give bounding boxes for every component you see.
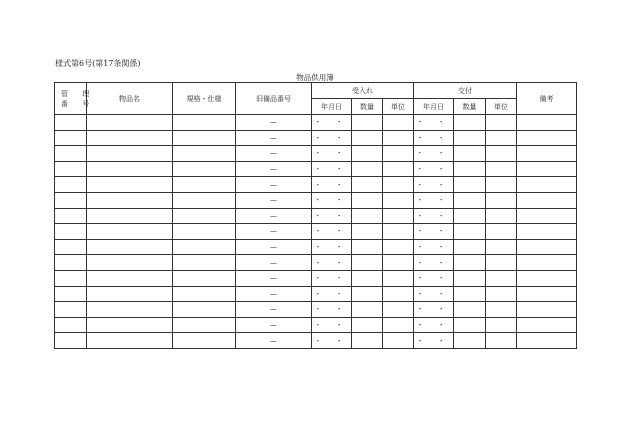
old-number-cell[interactable]: —	[236, 255, 312, 271]
kanri-number-cell[interactable]	[55, 286, 87, 302]
old-number-cell[interactable]: —	[236, 146, 312, 162]
supply-ledger-table	[54, 82, 577, 349]
received-quantity-cell[interactable]	[352, 270, 383, 286]
delivered-unit-cell[interactable]	[486, 224, 517, 240]
spec-cell[interactable]	[173, 208, 236, 224]
delivered-quantity-cell[interactable]	[454, 286, 486, 302]
header-old-number: 旧備品番号	[236, 83, 312, 115]
spec-cell[interactable]	[173, 239, 236, 255]
received-quantity-cell[interactable]	[352, 146, 383, 162]
table-row	[55, 239, 577, 255]
delivered-quantity-cell[interactable]	[454, 239, 486, 255]
received-unit-cell[interactable]	[383, 270, 414, 286]
spec-cell[interactable]	[173, 115, 236, 131]
received-date-cell[interactable]: ・ ・	[312, 302, 352, 318]
received-quantity-cell[interactable]	[352, 224, 383, 240]
header-delivered-date: 年月日	[414, 99, 454, 115]
remarks-cell[interactable]	[517, 317, 577, 333]
received-date-cell[interactable]: ・ ・	[312, 286, 352, 302]
table-row	[55, 192, 577, 208]
delivered-date-cell[interactable]: ・ ・	[414, 177, 454, 193]
table-row	[55, 286, 577, 302]
kanri-number-cell[interactable]	[55, 270, 87, 286]
received-quantity-cell[interactable]	[352, 286, 383, 302]
item-name-cell[interactable]	[87, 115, 173, 131]
kanri-number-cell[interactable]	[55, 192, 87, 208]
received-date-cell[interactable]: ・ ・	[312, 146, 352, 162]
header-kanri-number: 管 理 番 号	[55, 83, 87, 115]
received-quantity-cell[interactable]	[352, 239, 383, 255]
delivered-unit-cell[interactable]	[486, 130, 517, 146]
remarks-cell[interactable]	[517, 333, 577, 349]
received-unit-cell[interactable]	[383, 192, 414, 208]
received-quantity-cell[interactable]	[352, 317, 383, 333]
header-delivered: 交付	[414, 83, 517, 99]
remarks-cell[interactable]	[517, 177, 577, 193]
received-unit-cell[interactable]	[383, 161, 414, 177]
old-number-cell[interactable]: —	[236, 115, 312, 131]
old-number-cell[interactable]: —	[236, 161, 312, 177]
received-date-cell[interactable]: ・ ・	[312, 208, 352, 224]
received-unit-cell[interactable]	[383, 115, 414, 131]
ledger-title: 物品供用簿	[296, 73, 334, 82]
delivered-unit-cell[interactable]	[486, 270, 517, 286]
received-quantity-cell[interactable]	[352, 333, 383, 349]
spec-cell[interactable]	[173, 192, 236, 208]
received-unit-cell[interactable]	[383, 302, 414, 318]
received-quantity-cell[interactable]	[352, 115, 383, 131]
received-date-cell[interactable]: ・ ・	[312, 115, 352, 131]
header-spec: 規格・仕様	[173, 83, 236, 115]
received-quantity-cell[interactable]	[352, 302, 383, 318]
delivered-quantity-cell[interactable]	[454, 130, 486, 146]
delivered-date-cell[interactable]: ・ ・	[414, 192, 454, 208]
remarks-cell[interactable]	[517, 192, 577, 208]
delivered-date-cell[interactable]: ・ ・	[414, 239, 454, 255]
delivered-date-cell[interactable]: ・ ・	[414, 333, 454, 349]
received-quantity-cell[interactable]	[352, 255, 383, 271]
spec-cell[interactable]	[173, 286, 236, 302]
received-unit-cell[interactable]	[383, 317, 414, 333]
remarks-cell[interactable]	[517, 270, 577, 286]
delivered-date-cell[interactable]: ・ ・	[414, 255, 454, 271]
item-name-cell[interactable]	[87, 317, 173, 333]
old-number-cell[interactable]: —	[236, 333, 312, 349]
received-date-cell[interactable]: ・ ・	[312, 270, 352, 286]
table-row	[55, 224, 577, 240]
received-quantity-cell[interactable]	[352, 161, 383, 177]
delivered-quantity-cell[interactable]	[454, 270, 486, 286]
delivered-unit-cell[interactable]	[486, 192, 517, 208]
remarks-cell[interactable]	[517, 115, 577, 131]
delivered-quantity-cell[interactable]	[454, 115, 486, 131]
delivered-quantity-cell[interactable]	[454, 146, 486, 162]
delivered-date-cell[interactable]: ・ ・	[414, 115, 454, 131]
header-remarks: 備考	[517, 83, 577, 115]
delivered-date-cell[interactable]: ・ ・	[414, 302, 454, 318]
received-unit-cell[interactable]	[383, 333, 414, 349]
delivered-date-cell[interactable]: ・ ・	[414, 161, 454, 177]
old-number-cell[interactable]: —	[236, 177, 312, 193]
delivered-quantity-cell[interactable]	[454, 255, 486, 271]
item-name-cell[interactable]	[87, 192, 173, 208]
table-row	[55, 161, 577, 177]
item-name-cell[interactable]	[87, 270, 173, 286]
spec-cell[interactable]	[173, 146, 236, 162]
spec-cell[interactable]	[173, 255, 236, 271]
delivered-unit-cell[interactable]	[486, 146, 517, 162]
header-received-date: 年月日	[312, 99, 352, 115]
item-name-cell[interactable]	[87, 239, 173, 255]
delivered-unit-cell[interactable]	[486, 333, 517, 349]
remarks-cell[interactable]	[517, 161, 577, 177]
delivered-unit-cell[interactable]	[486, 255, 517, 271]
form-number: 様式第6号(第17条関係)	[55, 59, 141, 68]
delivered-date-cell[interactable]: ・ ・	[414, 146, 454, 162]
received-unit-cell[interactable]	[383, 255, 414, 271]
received-unit-cell[interactable]	[383, 239, 414, 255]
old-number-cell[interactable]: —	[236, 317, 312, 333]
kanri-number-cell[interactable]	[55, 130, 87, 146]
table-row	[55, 317, 577, 333]
delivered-quantity-cell[interactable]	[454, 317, 486, 333]
spec-cell[interactable]	[173, 270, 236, 286]
item-name-cell[interactable]	[87, 255, 173, 271]
received-unit-cell[interactable]	[383, 130, 414, 146]
received-quantity-cell[interactable]	[352, 177, 383, 193]
received-quantity-cell[interactable]	[352, 208, 383, 224]
delivered-unit-cell[interactable]	[486, 177, 517, 193]
delivered-date-cell[interactable]: ・ ・	[414, 270, 454, 286]
item-name-cell[interactable]	[87, 146, 173, 162]
table-row	[55, 115, 577, 131]
kanri-number-cell[interactable]	[55, 317, 87, 333]
remarks-cell[interactable]	[517, 239, 577, 255]
spec-cell[interactable]	[173, 333, 236, 349]
kanri-number-cell[interactable]	[55, 302, 87, 318]
remarks-cell[interactable]	[517, 146, 577, 162]
received-unit-cell[interactable]	[383, 146, 414, 162]
received-unit-cell[interactable]	[383, 286, 414, 302]
table-row	[55, 333, 577, 349]
item-name-cell[interactable]	[87, 302, 173, 318]
table-row	[55, 146, 577, 162]
delivered-date-cell[interactable]: ・ ・	[414, 208, 454, 224]
received-unit-cell[interactable]	[383, 177, 414, 193]
delivered-unit-cell[interactable]	[486, 208, 517, 224]
received-date-cell[interactable]: ・ ・	[312, 130, 352, 146]
delivered-date-cell[interactable]: ・ ・	[414, 130, 454, 146]
received-unit-cell[interactable]	[383, 208, 414, 224]
remarks-cell[interactable]	[517, 286, 577, 302]
delivered-date-cell[interactable]: ・ ・	[414, 317, 454, 333]
item-name-cell[interactable]	[87, 161, 173, 177]
delivered-unit-cell[interactable]	[486, 302, 517, 318]
delivered-unit-cell[interactable]	[486, 286, 517, 302]
spec-cell[interactable]	[173, 302, 236, 318]
old-number-cell[interactable]: —	[236, 192, 312, 208]
item-name-cell[interactable]	[87, 224, 173, 240]
delivered-unit-cell[interactable]	[486, 317, 517, 333]
received-date-cell[interactable]: ・ ・	[312, 161, 352, 177]
table-row	[55, 177, 577, 193]
old-number-cell[interactable]: —	[236, 208, 312, 224]
kanri-number-cell[interactable]	[55, 239, 87, 255]
received-quantity-cell[interactable]	[352, 130, 383, 146]
item-name-cell[interactable]	[87, 286, 173, 302]
item-name-cell[interactable]	[87, 130, 173, 146]
old-number-cell[interactable]: —	[236, 270, 312, 286]
kanri-number-cell[interactable]	[55, 255, 87, 271]
spec-cell[interactable]	[173, 130, 236, 146]
remarks-cell[interactable]	[517, 208, 577, 224]
remarks-cell[interactable]	[517, 255, 577, 271]
kanri-number-cell[interactable]	[55, 161, 87, 177]
delivered-date-cell[interactable]: ・ ・	[414, 286, 454, 302]
received-date-cell[interactable]: ・ ・	[312, 333, 352, 349]
table-row	[55, 130, 577, 146]
kanri-number-cell[interactable]	[55, 333, 87, 349]
header-delivered-quantity: 数量	[454, 99, 486, 115]
received-date-cell[interactable]: ・ ・	[312, 255, 352, 271]
header-delivered-unit: 単位	[486, 99, 517, 115]
received-date-cell[interactable]: ・ ・	[312, 192, 352, 208]
delivered-quantity-cell[interactable]	[454, 302, 486, 318]
kanri-number-cell[interactable]	[55, 208, 87, 224]
kanri-number-cell[interactable]	[55, 224, 87, 240]
delivered-quantity-cell[interactable]	[454, 192, 486, 208]
header-received: 受入れ	[312, 83, 414, 99]
header-received-unit: 単位	[383, 99, 414, 115]
item-name-cell[interactable]	[87, 333, 173, 349]
received-date-cell[interactable]: ・ ・	[312, 224, 352, 240]
delivered-quantity-cell[interactable]	[454, 208, 486, 224]
table-row	[55, 255, 577, 271]
spec-cell[interactable]	[173, 224, 236, 240]
old-number-cell[interactable]: —	[236, 302, 312, 318]
old-number-cell[interactable]: —	[236, 286, 312, 302]
delivered-quantity-cell[interactable]	[454, 177, 486, 193]
received-date-cell[interactable]: ・ ・	[312, 239, 352, 255]
spec-cell[interactable]	[173, 161, 236, 177]
table-row	[55, 270, 577, 286]
old-number-cell[interactable]: —	[236, 130, 312, 146]
spec-cell[interactable]	[173, 317, 236, 333]
item-name-cell[interactable]	[87, 177, 173, 193]
received-quantity-cell[interactable]	[352, 192, 383, 208]
remarks-cell[interactable]	[517, 224, 577, 240]
old-number-cell[interactable]: —	[236, 224, 312, 240]
header-received-quantity: 数量	[352, 99, 383, 115]
item-name-cell[interactable]	[87, 208, 173, 224]
remarks-cell[interactable]	[517, 130, 577, 146]
table-row	[55, 302, 577, 318]
delivered-date-cell[interactable]: ・ ・	[414, 224, 454, 240]
kanri-number-cell[interactable]	[55, 146, 87, 162]
kanri-number-cell[interactable]	[55, 177, 87, 193]
received-date-cell[interactable]: ・ ・	[312, 317, 352, 333]
header-item-name: 物品名	[87, 83, 173, 115]
delivered-unit-cell[interactable]	[486, 239, 517, 255]
spec-cell[interactable]	[173, 177, 236, 193]
delivered-quantity-cell[interactable]	[454, 161, 486, 177]
kanri-number-cell[interactable]	[55, 115, 87, 131]
delivered-quantity-cell[interactable]	[454, 224, 486, 240]
received-unit-cell[interactable]	[383, 224, 414, 240]
delivered-unit-cell[interactable]	[486, 161, 517, 177]
delivered-unit-cell[interactable]	[486, 115, 517, 131]
remarks-cell[interactable]	[517, 302, 577, 318]
delivered-quantity-cell[interactable]	[454, 333, 486, 349]
old-number-cell[interactable]: —	[236, 239, 312, 255]
received-date-cell[interactable]: ・ ・	[312, 177, 352, 193]
table-row	[55, 208, 577, 224]
